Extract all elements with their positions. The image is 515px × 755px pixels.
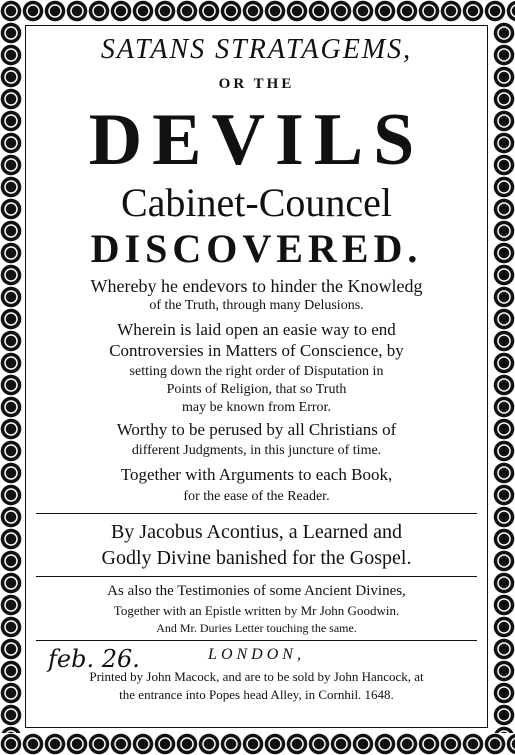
wherein-line: Controversies in Matters of Conscience, by — [109, 341, 404, 360]
wherein-line: Points of Religion, that so Truth — [166, 382, 347, 397]
ornamental-border-right — [493, 22, 515, 733]
worthy-line: Worthy to be perused by all Christians of — [116, 420, 397, 439]
ornamental-border-top — [0, 0, 515, 22]
title-page — [30, 28, 483, 728]
title-line-discovered: DISCOVERED. — [90, 226, 423, 271]
title-line-stratagems: SATANS STRATAGEMS, — [100, 34, 413, 65]
title-line-devils: DEVILS — [88, 100, 425, 180]
author-line: By Jacobus Acontius, a Learned and — [110, 521, 403, 543]
wherein-line: setting down the right order of Disputation in — [129, 364, 384, 379]
title-line-or-the: OR THE — [218, 76, 295, 92]
divider-rule — [36, 640, 477, 641]
also-line: As also the Testimonies of some Ancient Divines, — [107, 583, 406, 599]
also-line: And Mr. Duries Letter touching the same. — [156, 621, 357, 635]
wherein-line: Wherein is laid open an easie way to end — [117, 320, 396, 339]
also-line: Together with an Epistle written by Mr John Goodwin. — [113, 603, 400, 618]
subtitle-line: Whereby he endevors to hinder the Knowledg — [90, 276, 423, 296]
divider-rule — [36, 576, 477, 577]
ornamental-border-bottom — [0, 733, 515, 755]
divider-rule — [36, 513, 477, 514]
imprint-line: Printed by John Macock, and are to be sold by John Hancock, at — [89, 669, 424, 684]
worthy-line: different Judgments, in this juncture of time. — [131, 443, 382, 458]
author-line: Godly Divine banished for the Gospel. — [101, 547, 412, 569]
handwritten-annotation: feb. 26. — [48, 645, 140, 673]
together-line: Together with Arguments to each Book, — [120, 465, 393, 484]
subtitle-line: of the Truth, through many Delusions. — [149, 298, 364, 313]
ornamental-border-left — [0, 22, 22, 733]
wherein-line: may be known from Error. — [182, 400, 331, 415]
imprint-line: the entrance into Popes head Alley, in Cornhil. 1648. — [119, 687, 394, 702]
together-line: for the ease of the Reader. — [183, 489, 330, 504]
title-line-cabinet: Cabinet-Councel — [120, 180, 393, 225]
imprint-city: LONDON, — [208, 646, 305, 663]
